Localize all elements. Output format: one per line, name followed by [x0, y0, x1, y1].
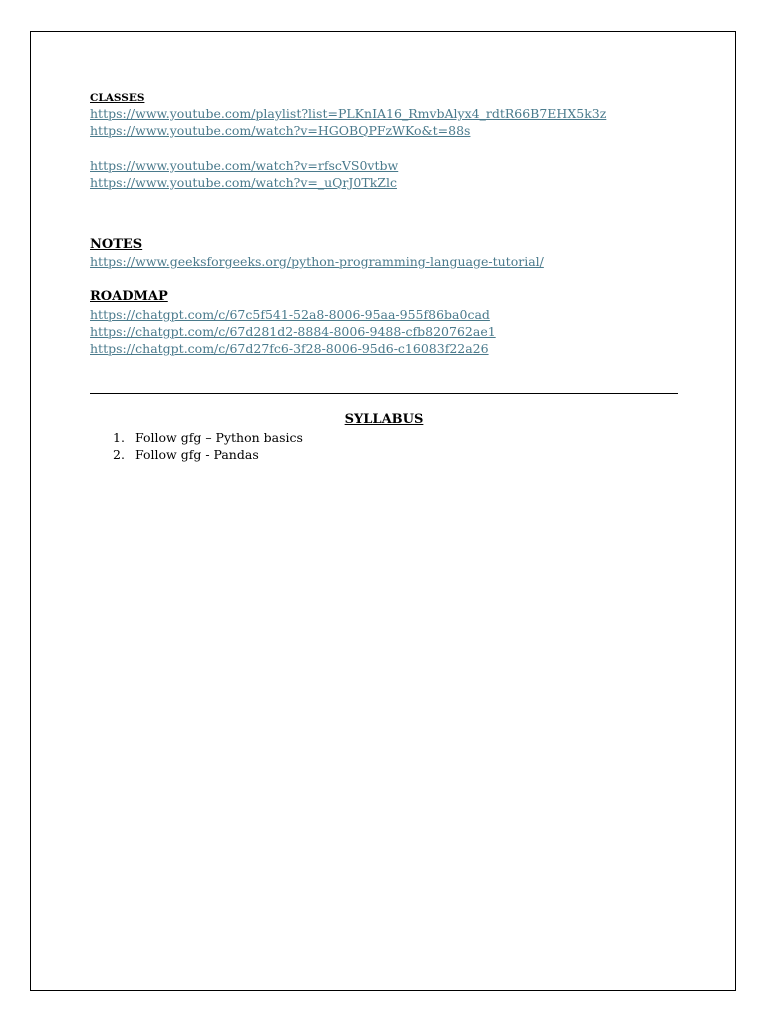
horizontal-rule	[90, 393, 678, 394]
notes-link-1[interactable]: https://www.geeksforgeeks.org/python-programming-language-tutorial/	[90, 254, 544, 269]
roadmap-link-3[interactable]: https://chatgpt.com/c/67d27fc6-3f28-8006-95d6-c16083f22a26	[90, 341, 489, 356]
syllabus-heading	[90, 412, 678, 427]
syllabus-item-2	[90, 447, 490, 463]
notes-heading: NOTES	[90, 237, 143, 252]
classes-link-4[interactable]: https://www.youtube.com/watch?v=_uQrJ0TkZlc	[90, 175, 397, 190]
roadmap-link-1[interactable]: https://chatgpt.com/c/67c5f541-52a8-8006-95aa-955f86ba0cad	[90, 307, 490, 322]
classes-heading: CLASSES	[90, 92, 145, 104]
roadmap-heading: ROADMAP	[90, 289, 168, 304]
roadmap-link-2[interactable]: https://chatgpt.com/c/67d281d2-8884-8006-9488-cfb820762ae1	[90, 324, 496, 339]
syllabus-item-1	[90, 430, 490, 446]
syllabus-title-text: SYLLABUS	[344, 412, 424, 427]
syllabus-item-text: Follow gfg - Pandas	[135, 447, 259, 462]
syllabus-item-number: 2.	[113, 447, 125, 462]
classes-link-1[interactable]: https://www.youtube.com/playlist?list=PLKnIA16_RmvbAlyx4_rdtR66B7EHX5k3z	[90, 106, 607, 121]
classes-link-2[interactable]: https://www.youtube.com/watch?v=HGOBQPFzWKo&t=88s	[90, 123, 471, 138]
classes-link-3[interactable]: https://www.youtube.com/watch?v=rfscVS0vtbw	[90, 158, 399, 173]
syllabus-item-number: 1.	[113, 430, 125, 445]
syllabus-item-text: Follow gfg – Python basics	[135, 430, 303, 445]
